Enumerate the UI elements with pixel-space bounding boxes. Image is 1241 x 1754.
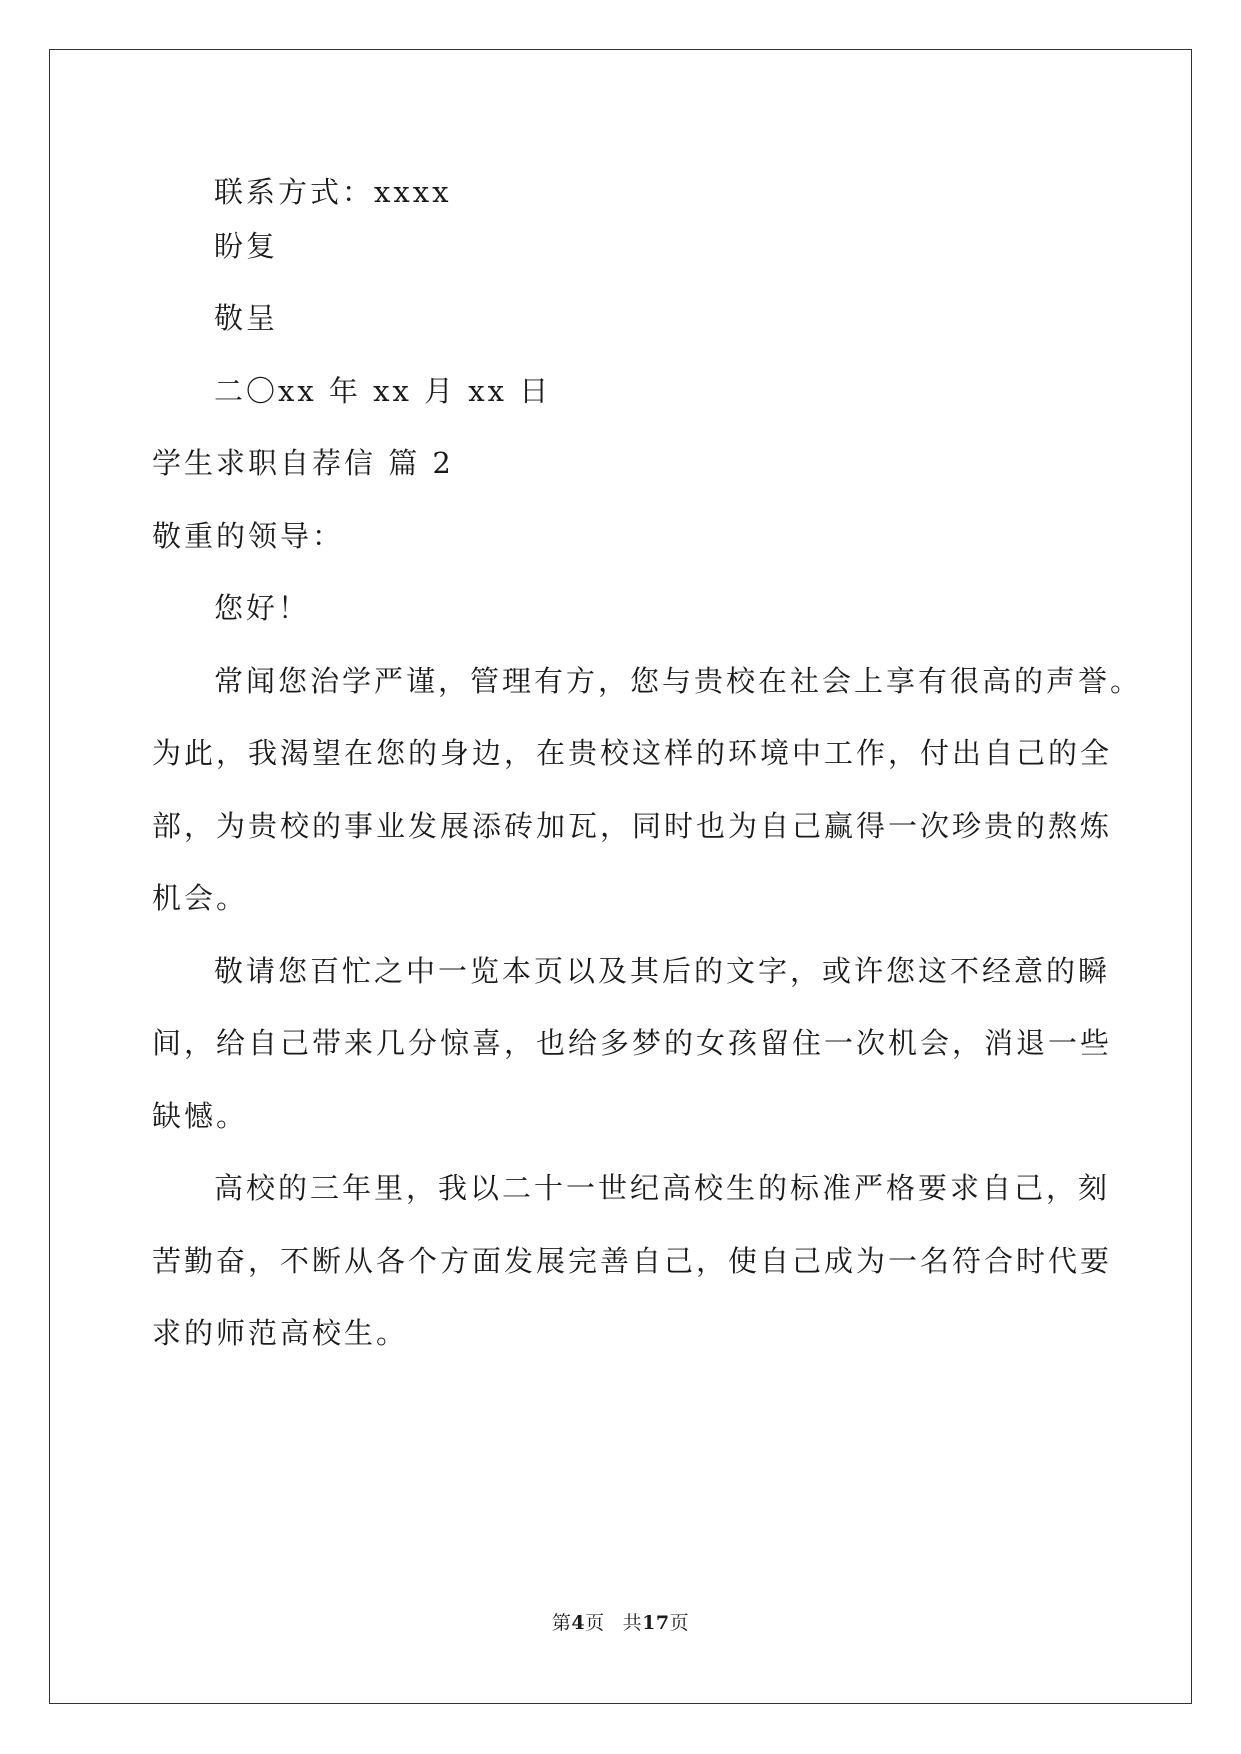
- salutation: 敬重的领导：: [152, 519, 345, 553]
- paragraph-line: 缺憾。: [152, 1099, 249, 1133]
- page-footer: [0, 1610, 1241, 1636]
- paragraph-line: 苦勤奋，不断从各个方面发展完善自己，使自己成为一名符合时代要: [152, 1244, 1113, 1278]
- section-heading: 学生求职自荐信 篇 2: [152, 446, 454, 480]
- paragraph-line: 间，给自己带来几分惊喜，也给多梦的女孩留住一次机会，消退一些: [152, 1026, 1113, 1060]
- paragraph-line: 敬请您百忙之中一览本页以及其后的文字，或许您这不经意的瞬: [214, 954, 1111, 988]
- greeting: 您好！: [214, 591, 311, 625]
- closing-await-reply: 盼复: [214, 229, 279, 263]
- footer-total-number: 17: [642, 1612, 670, 1634]
- paragraph-line: 高校的三年里，我以二十一世纪高校生的标准严格要求自己，刻: [214, 1171, 1111, 1205]
- paragraph-line: 常闻您治学严谨，管理有方，您与贵校在社会上享有很高的声誉。: [214, 664, 1143, 698]
- footer-page-number: 4: [571, 1612, 586, 1634]
- paragraph-line: 为此，我渴望在您的身边，在贵校这样的环境中工作，付出自己的全: [152, 736, 1113, 770]
- footer-page-suffix: 页: [585, 1612, 605, 1634]
- paragraph-line: 求的师范高校生。: [152, 1316, 409, 1350]
- date-line: 二〇xx 年 xx 月 xx 日: [214, 374, 552, 408]
- closing-respectfully: 敬呈: [214, 301, 279, 335]
- footer-total-prefix: 共: [622, 1612, 643, 1634]
- paragraph-line: 机会。: [152, 881, 249, 915]
- footer-page-prefix: 第: [551, 1612, 572, 1634]
- footer-total-suffix: 页: [669, 1612, 690, 1634]
- paragraph-line: 部，为贵校的事业发展添砖加瓦，同时也为自己赢得一次珍贵的熬炼: [152, 809, 1113, 843]
- contact-line: 联系方式：xxxx: [214, 175, 452, 209]
